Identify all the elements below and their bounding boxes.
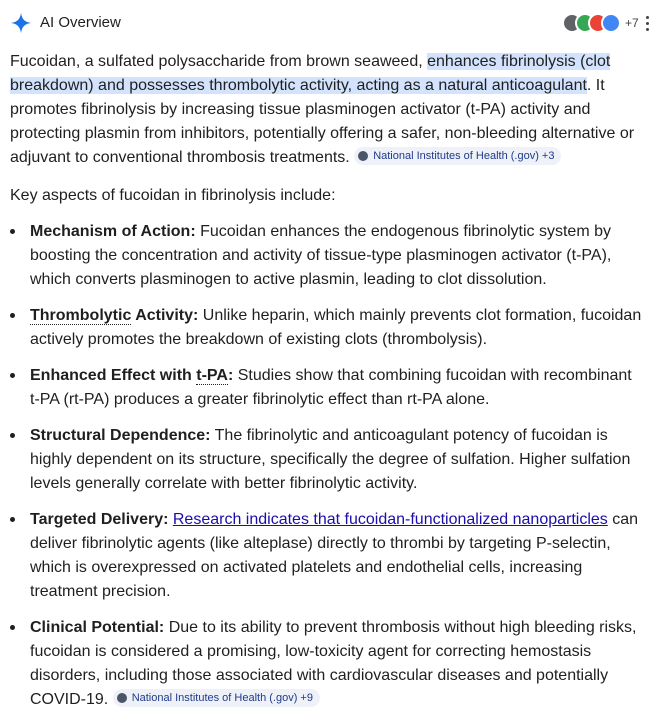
- item-text: Studies show that combining fucoidan with recombinant t-PA (rt-PA) produces a greater fibrinolytic effect than rt-PA alone.: [30, 367, 632, 408]
- item-text: Unlike heparin, which mainly prevents clot formation, fucoidan actively promotes the breakdown of existing clots (thrombolysis).: [30, 307, 642, 348]
- item-title-rest: Activity:: [131, 307, 199, 324]
- source-chip-label: National Institutes of Health (.gov) +9: [131, 692, 313, 704]
- nih-icon: [117, 693, 127, 703]
- item-title: Clinical Potential:: [30, 619, 165, 636]
- source-chip-label: National Institutes of Health (.gov) +3: [373, 150, 555, 162]
- ai-overview-title: AI Overview: [40, 14, 121, 31]
- bullet-icon: [10, 517, 15, 522]
- item-text: Fucoidan enhances the endogenous fibrinolytic system by boosting the concentration and activity of tissue-type plasminogen activator (t-PA), which converts plasminogen to active plasmin, leading to clot dissolution.: [30, 223, 612, 288]
- list-item: [10, 304, 644, 352]
- intro-paragraph: [10, 50, 644, 170]
- list-item: [10, 508, 644, 604]
- source-favicon-icon: [601, 13, 621, 33]
- definition-term[interactable]: t-PA: [196, 367, 228, 384]
- research-link[interactable]: Research indicates that fucoidan-functionalized nanoparticles: [172, 511, 608, 528]
- sources-more-count: +7: [625, 16, 639, 30]
- item-title: Targeted Delivery:: [30, 511, 169, 528]
- more-options-icon[interactable]: [646, 16, 650, 34]
- item-title: Mechanism of Action:: [30, 223, 196, 240]
- bullet-icon: [10, 625, 15, 630]
- list-item: [10, 616, 644, 712]
- item-text: can deliver fibrinolytic agents (like alteplase) directly to thrombi by targeting P-selectin, which is overexpressed on activated platelets and endothelial cells, increasing treatment precision.: [30, 511, 639, 600]
- source-favicons[interactable]: [562, 13, 639, 33]
- sparkle-icon: [10, 12, 32, 34]
- item-text: The fibrinolytic and anticoagulant potency of fucoidan is highly dependent on its structure, specifically the degree of sulfation. Higher sulfation levels generally correlate with better fibrinolytic activity.: [30, 427, 631, 492]
- key-aspects-list: [10, 220, 644, 712]
- bullet-icon: [10, 229, 15, 234]
- bullet-icon: [10, 373, 15, 378]
- intro-text: Fucoidan, a sulfated polysaccharide from brown seaweed,: [10, 53, 428, 70]
- item-text: Due to its ability to prevent thrombosis without high bleeding risks, fucoidan is considered a promising, low-toxicity agent for correcting hemostasis disorders, including those associated with cardiovascular diseases and potentially COVID-19.: [30, 619, 637, 708]
- bullet-icon: [10, 313, 15, 318]
- key-aspects-heading: Key aspects of fucoidan in fibrinolysis include:: [10, 187, 336, 204]
- nih-icon: [358, 151, 368, 161]
- source-chip[interactable]: [354, 147, 561, 165]
- item-title: [30, 367, 233, 385]
- definition-term[interactable]: Thrombolytic: [30, 307, 132, 324]
- item-title: [30, 307, 198, 325]
- ai-overview-content: [10, 50, 644, 724]
- ai-overview-header: [0, 0, 667, 44]
- item-title-start: Enhanced Effect with: [30, 367, 197, 384]
- bullet-icon: [10, 433, 15, 438]
- list-item: [10, 424, 644, 496]
- item-title: Structural Dependence:: [30, 427, 211, 444]
- source-chip[interactable]: [113, 689, 320, 707]
- highlighted-text: enhances fibrinolysis (clot breakdown) and possesses thrombolytic activity, acting as a natural anticoagulant: [10, 53, 611, 94]
- list-item: [10, 220, 644, 292]
- item-title-end: :: [227, 367, 234, 384]
- list-item: [10, 364, 644, 412]
- intro-text-continued: . It promotes fibrinolysis by increasing tissue plasminogen activator (t-PA) activity and protecting plasmin from inhibitors, potentially offering a safer, non-bleeding alternative or adjuvant to conventional thrombosis treatments.: [10, 77, 635, 166]
